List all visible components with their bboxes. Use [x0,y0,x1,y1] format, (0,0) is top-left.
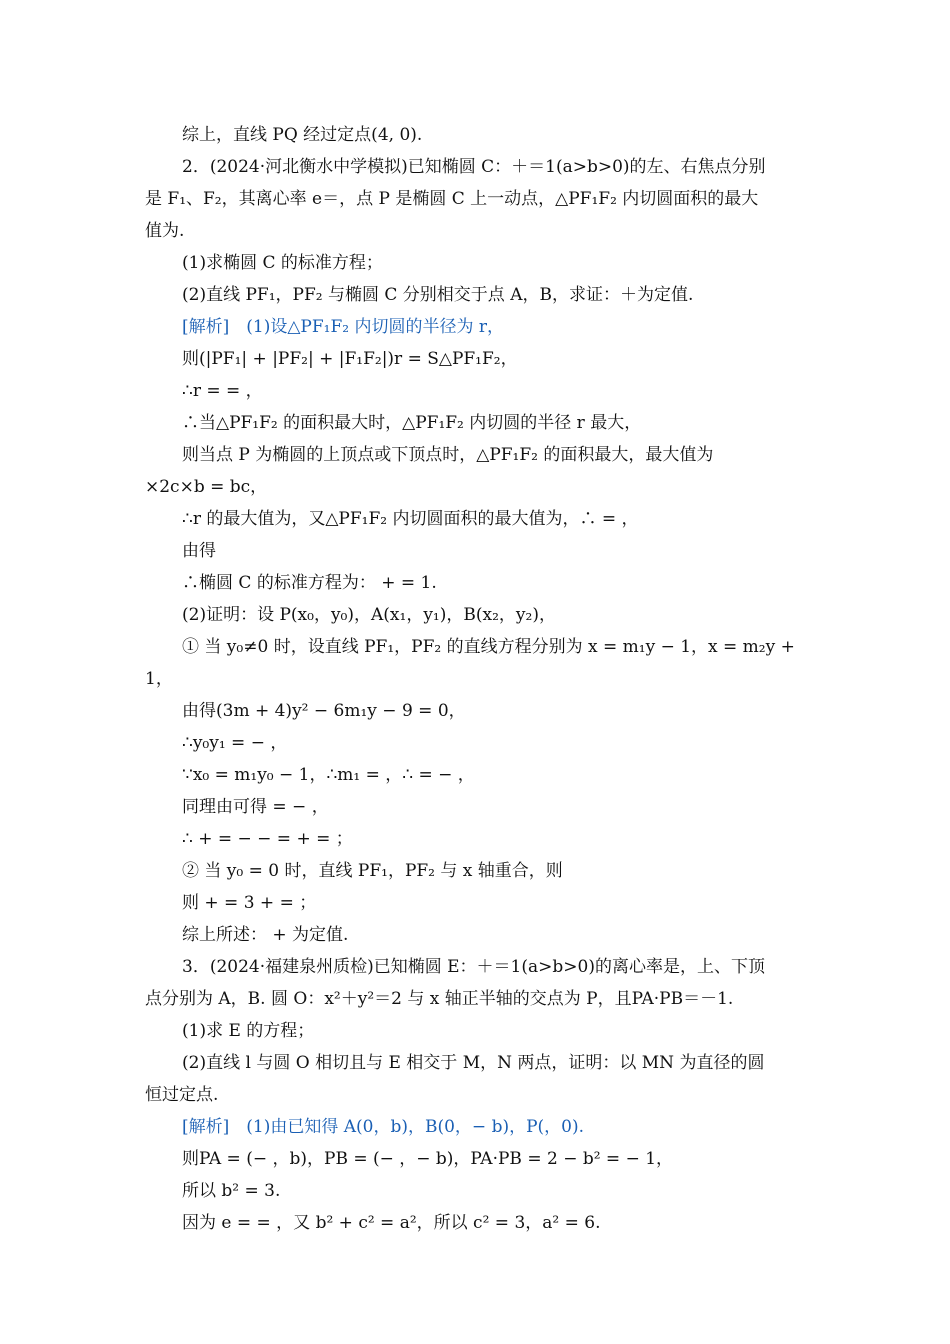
text-line: ∵x₀ = m₁y₀ − 1，∴m₁ = ，∴ = − ， [182,765,475,785]
text-line: 1， [145,669,173,689]
text-line: ② 当 y₀ = 0 时，直线 PF₁，PF₂ 与 x 轴重合，则 [182,861,563,881]
text-line: 则(|PF₁| + |PF₂| + |F₁F₂|)r = S△PF₁F₂， [182,349,518,369]
text-line: ① 当 y₀≠0 时，设直线 PF₁，PF₂ 的直线方程分别为 x = m₁y − 1，x = m₂y + [182,637,795,657]
text-line: ∴椭圆 C 的标准方程为： + = 1. [182,573,437,593]
text-line: 由得(3m + 4)y² − 6m₁y − 9 = 0， [182,701,466,721]
solution-heading: [解析] (1)由已知得 A(0，b)，B(0，− b)，P(，0). [182,1117,585,1137]
text-line: ∴当△PF₁F₂ 的面积最大时，△PF₁F₂ 内切圆的半径 r 最大， [182,413,642,433]
text-line: 因为 e = = ，又 b² + c² = a²，所以 c² = 3，a² = 6. [182,1213,601,1233]
text-line: 则 + = 3 + = ； [182,893,317,913]
question-part-1: (1)求 E 的方程； [182,1021,315,1041]
text-line: ∴r 的最大值为，又△PF₁F₂ 内切圆面积的最大值为，∴ = ， [182,509,639,529]
text-line: 由得 [182,541,216,561]
question-part-2: (2)直线 PF₁，PF₂ 与椭圆 C 分别相交于点 A，B，求证：＋为定值. [182,285,694,305]
text-line: 综上，直线 PQ 经过定点(4, 0). [182,125,423,145]
text-line: 同理由可得 = − ， [182,797,329,817]
text-line: (2)证明：设 P(x₀，y₀)，A(x₁，y₁)，B(x₂，y₂)， [182,605,556,625]
text-line: 点分别为 A，B. 圆 O：x²＋y²＝2 与 x 轴正半轴的交点为 P，且PA·PB＝－1. [145,989,734,1009]
text-line: 所以 b² = 3. [182,1181,281,1201]
solution-heading: [解析] (1)设△PF₁F₂ 内切圆的半径为 r， [182,317,505,337]
problem-3-stem: 3．(2024·福建泉州质检)已知椭圆 E：＋＝1(a>b>0)的离心率是，上、下顶 [182,957,765,977]
text-line: 则当点 P 为椭圆的上顶点或下顶点时，△PF₁F₂ 的面积最大，最大值为 [182,445,714,465]
problem-2-stem: 2．(2024·河北衡水中学模拟)已知椭圆 C：＋＝1(a>b>0)的左、右焦点分别 [182,157,766,177]
text-line: 则PA = (− ，b)，PB = (− ，− b)，PA·PB = 2 − b² = − 1， [182,1149,674,1169]
text-line: 是 F₁、F₂，其离心率 e＝，点 P 是椭圆 C 上一动点，△PF₁F₂ 内切圆面积的最大 [145,189,759,209]
text-line: 综上所述： + 为定值. [182,925,349,945]
text-line: 恒过定点. [145,1085,219,1105]
question-part-2: (2)直线 l 与圆 O 相切且与 E 相交于 M，N 两点，证明：以 MN 为直径的圆 [182,1053,765,1073]
text-line: ∴y₀y₁ = − ， [182,733,288,753]
text-line: 值为. [145,221,185,241]
text-line: ×2c×b = bc， [145,477,268,497]
question-part-1: (1)求椭圆 C 的标准方程； [182,253,383,273]
text-line: ∴ + = − − = + = ； [182,829,353,849]
text-line: ∴r = = ， [182,381,263,401]
